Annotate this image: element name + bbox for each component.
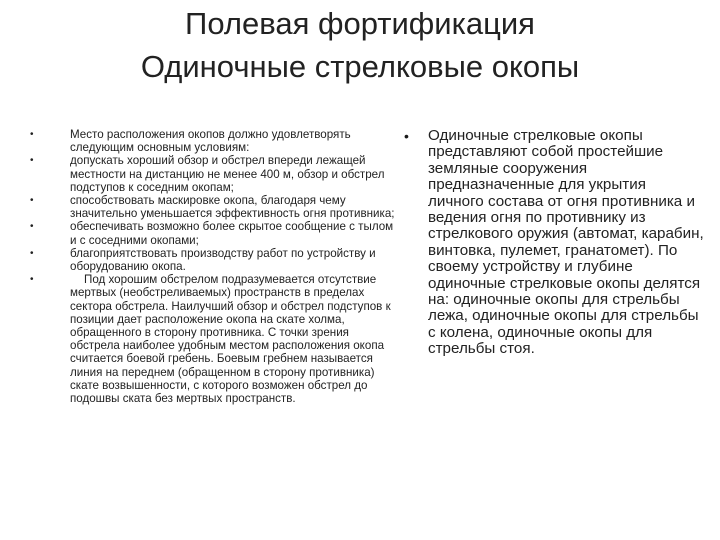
left-bullet-list bbox=[30, 128, 400, 405]
bullet-icon: • bbox=[30, 195, 34, 207]
right-bullet-column bbox=[404, 128, 704, 358]
bullet-icon: • bbox=[30, 155, 34, 167]
list-item-text: благоприятствовать производству работ по устройству и оборудованию окопа. bbox=[70, 246, 376, 274]
bullet-icon: • bbox=[404, 128, 409, 144]
list-item bbox=[30, 154, 400, 194]
bullet-icon: • bbox=[30, 221, 34, 233]
list-item bbox=[30, 194, 400, 220]
bullet-icon: • bbox=[30, 247, 34, 259]
list-item bbox=[30, 273, 400, 405]
list-item-text: допускать хороший обзор и обстрел впереди лежащей местности на дистанцию не менее 400 м, обзор и обстрел подступов к соседним окопам; bbox=[70, 154, 385, 194]
slide-title bbox=[0, 2, 720, 88]
list-item bbox=[30, 128, 400, 154]
left-bullet-column bbox=[30, 128, 400, 405]
list-item bbox=[30, 220, 400, 246]
slide-title-line-1: Полевая фортификация bbox=[185, 6, 535, 41]
right-paragraph: Одиночные стрелковые окопы представляют собой простейшие земляные сооружения предназначенные для укрытия личного состава от огня противника и ведения огня по противнику из стрелкового оружия (автомат, карабин, винтовка, пулемет, гранатомет). По своему устройству и глубине одиночные стрелковые окопы делятся на: одиночные окопы для стрельбы лежа, одиночные окопы для стрельбы с колена, одиночные окопы для стрельбы стоя. bbox=[428, 127, 704, 358]
bullet-icon: • bbox=[30, 274, 34, 286]
list-item-text: Под хорошим обстрелом подразумевается отсутствие мертвых (необстреливаемых) пространств в пределах сектора обстрела. Наилучший обзор и обстрел подступов к позиции дает расположение окопа на скате холма, обращенного в сторону противника. С точки зрения обстрела наиболее удобным местом расположения окопа считается боевой гребень. Боевым гребнем называется линия на переднем (обращенном в сторону противника) скате возвышенности, с которого возможен обстрел до подошвы ската без мертвых пространств. bbox=[70, 273, 391, 406]
list-item-text: обеспечивать возможно более скрытое сообщение с тылом и с соседними окопами; bbox=[70, 220, 394, 247]
slide-title-line-2: Одиночные стрелковые окопы bbox=[140, 49, 580, 84]
list-item-text: Место расположения окопов должно удовлетворять следующим основным условиям: bbox=[70, 128, 351, 155]
bullet-icon: • bbox=[30, 129, 34, 140]
list-item bbox=[30, 247, 400, 273]
list-item-text: способствовать маскировке окопа, благодаря чему значительно уменьшается эффективность огня противника; bbox=[70, 194, 395, 221]
